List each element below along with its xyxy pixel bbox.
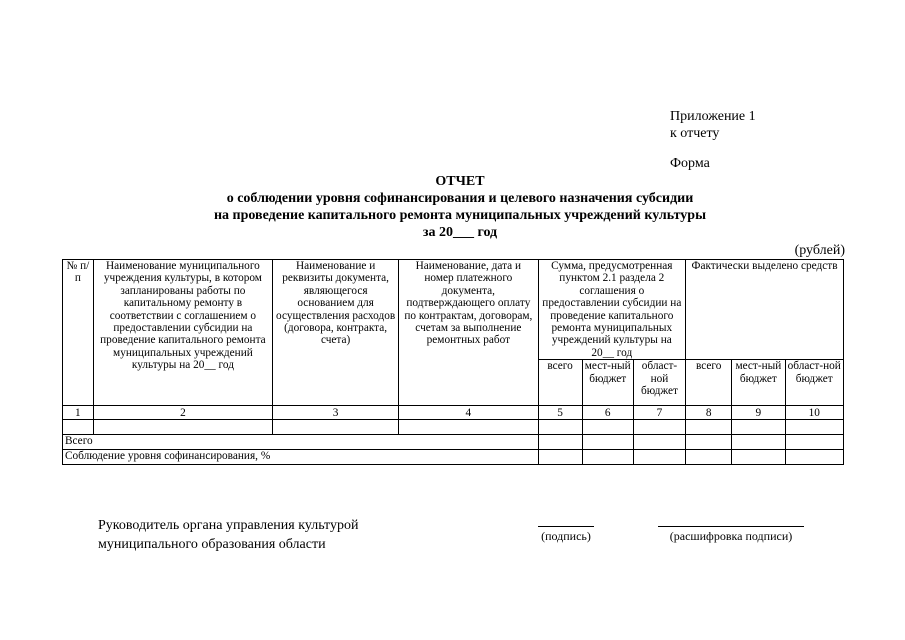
table-row: [63, 420, 844, 435]
table-cell: [785, 435, 844, 450]
table-cell: [686, 420, 732, 435]
appendix-line-1: Приложение 1: [670, 109, 756, 124]
table-cell: [582, 420, 633, 435]
column-number: 4: [399, 406, 538, 420]
table-cell: [538, 435, 582, 450]
column-number: 2: [93, 406, 272, 420]
header-institution: Наименование муниципального учреждения культуры, в котором запланированы работы по капитальному ремонту в соответствии с соглашением о предоставлении субсидии на проведение капитального ремонта муниципальных учреждений культуры на 20__ год: [93, 260, 272, 406]
table-cell: [732, 420, 785, 435]
table-cell: [582, 450, 633, 465]
table-cell: [93, 420, 272, 435]
column-number: 8: [686, 406, 732, 420]
table-cell: [686, 435, 732, 450]
signature-underline: [538, 526, 594, 527]
cofinancing-label: Соблюдение уровня софинансирования, %: [63, 450, 539, 465]
table-cell: [633, 435, 685, 450]
column-number-row: [63, 406, 844, 420]
column-number: 10: [785, 406, 844, 420]
form-label: Форма: [670, 156, 710, 171]
table-cell: [538, 420, 582, 435]
signature-line-2: муниципального образования области: [98, 537, 326, 552]
column-number: 9: [732, 406, 785, 420]
sub-header-total: всего: [538, 360, 582, 406]
header-actual-allocated: Фактически выделено средств: [686, 260, 844, 360]
header-basis-document: Наименование и реквизиты документа, являющегося основанием для осуществления расходов (договора, контракта, счета): [273, 260, 399, 406]
table-cell: [538, 450, 582, 465]
report-title: [60, 173, 860, 241]
title-line-2: о соблюдении уровня софинансирования и целевого назначения субсидии: [226, 191, 694, 206]
title-line-1: ОТЧЕТ: [435, 174, 485, 189]
title-line-4: за 20___ год: [422, 225, 498, 240]
cofinancing-row: [63, 450, 844, 465]
report-table: [62, 259, 844, 465]
table-cell: [582, 435, 633, 450]
sub-header-local: мест-ный бюджет: [582, 360, 633, 406]
table-cell: [399, 420, 538, 435]
signature-caption: (подпись): [541, 529, 591, 543]
appendix-note: [670, 108, 756, 142]
column-number: 1: [63, 406, 94, 420]
column-number: 5: [538, 406, 582, 420]
column-number: 3: [273, 406, 399, 420]
table-cell: [732, 435, 785, 450]
sub-header-regional: област-ной бюджет: [785, 360, 844, 406]
total-label: Всего: [63, 435, 539, 450]
appendix-line-2: к отчету: [670, 126, 720, 141]
sub-header-regional: област-ной бюджет: [633, 360, 685, 406]
table-cell: [785, 420, 844, 435]
header-agreement-sum: Сумма, предусмотренная пунктом 2.1 раздела 2 соглашения о предоставлении субсидии на проведение капитального ремонта муниципальных учреждений культуры на 20__ год: [538, 260, 686, 360]
total-row: [63, 435, 844, 450]
table-cell: [63, 420, 94, 435]
units-label: (рублей): [794, 243, 845, 258]
sub-header-local: мест-ный бюджет: [732, 360, 785, 406]
column-number: 7: [633, 406, 685, 420]
header-number: № п/п: [63, 260, 94, 406]
header-payment-document: Наименование, дата и номер платежного документа, подтверждающего оплату по контрактам, договорам, счетам за выполнение ремонтных работ: [399, 260, 538, 406]
table-cell: [732, 450, 785, 465]
name-underline: [658, 526, 804, 527]
table-cell: [273, 420, 399, 435]
table-cell: [633, 420, 685, 435]
sub-header-total: всего: [686, 360, 732, 406]
table-cell: [633, 450, 685, 465]
signature-title: [98, 516, 358, 554]
title-line-3: на проведение капитального ремонта муниципальных учреждений культуры: [213, 208, 707, 223]
name-caption: (расшифровка подписи): [669, 529, 793, 543]
column-number: 6: [582, 406, 633, 420]
signature-line-1: Руководитель органа управления культурой: [98, 518, 359, 533]
table-cell: [785, 450, 844, 465]
table-cell: [686, 450, 732, 465]
